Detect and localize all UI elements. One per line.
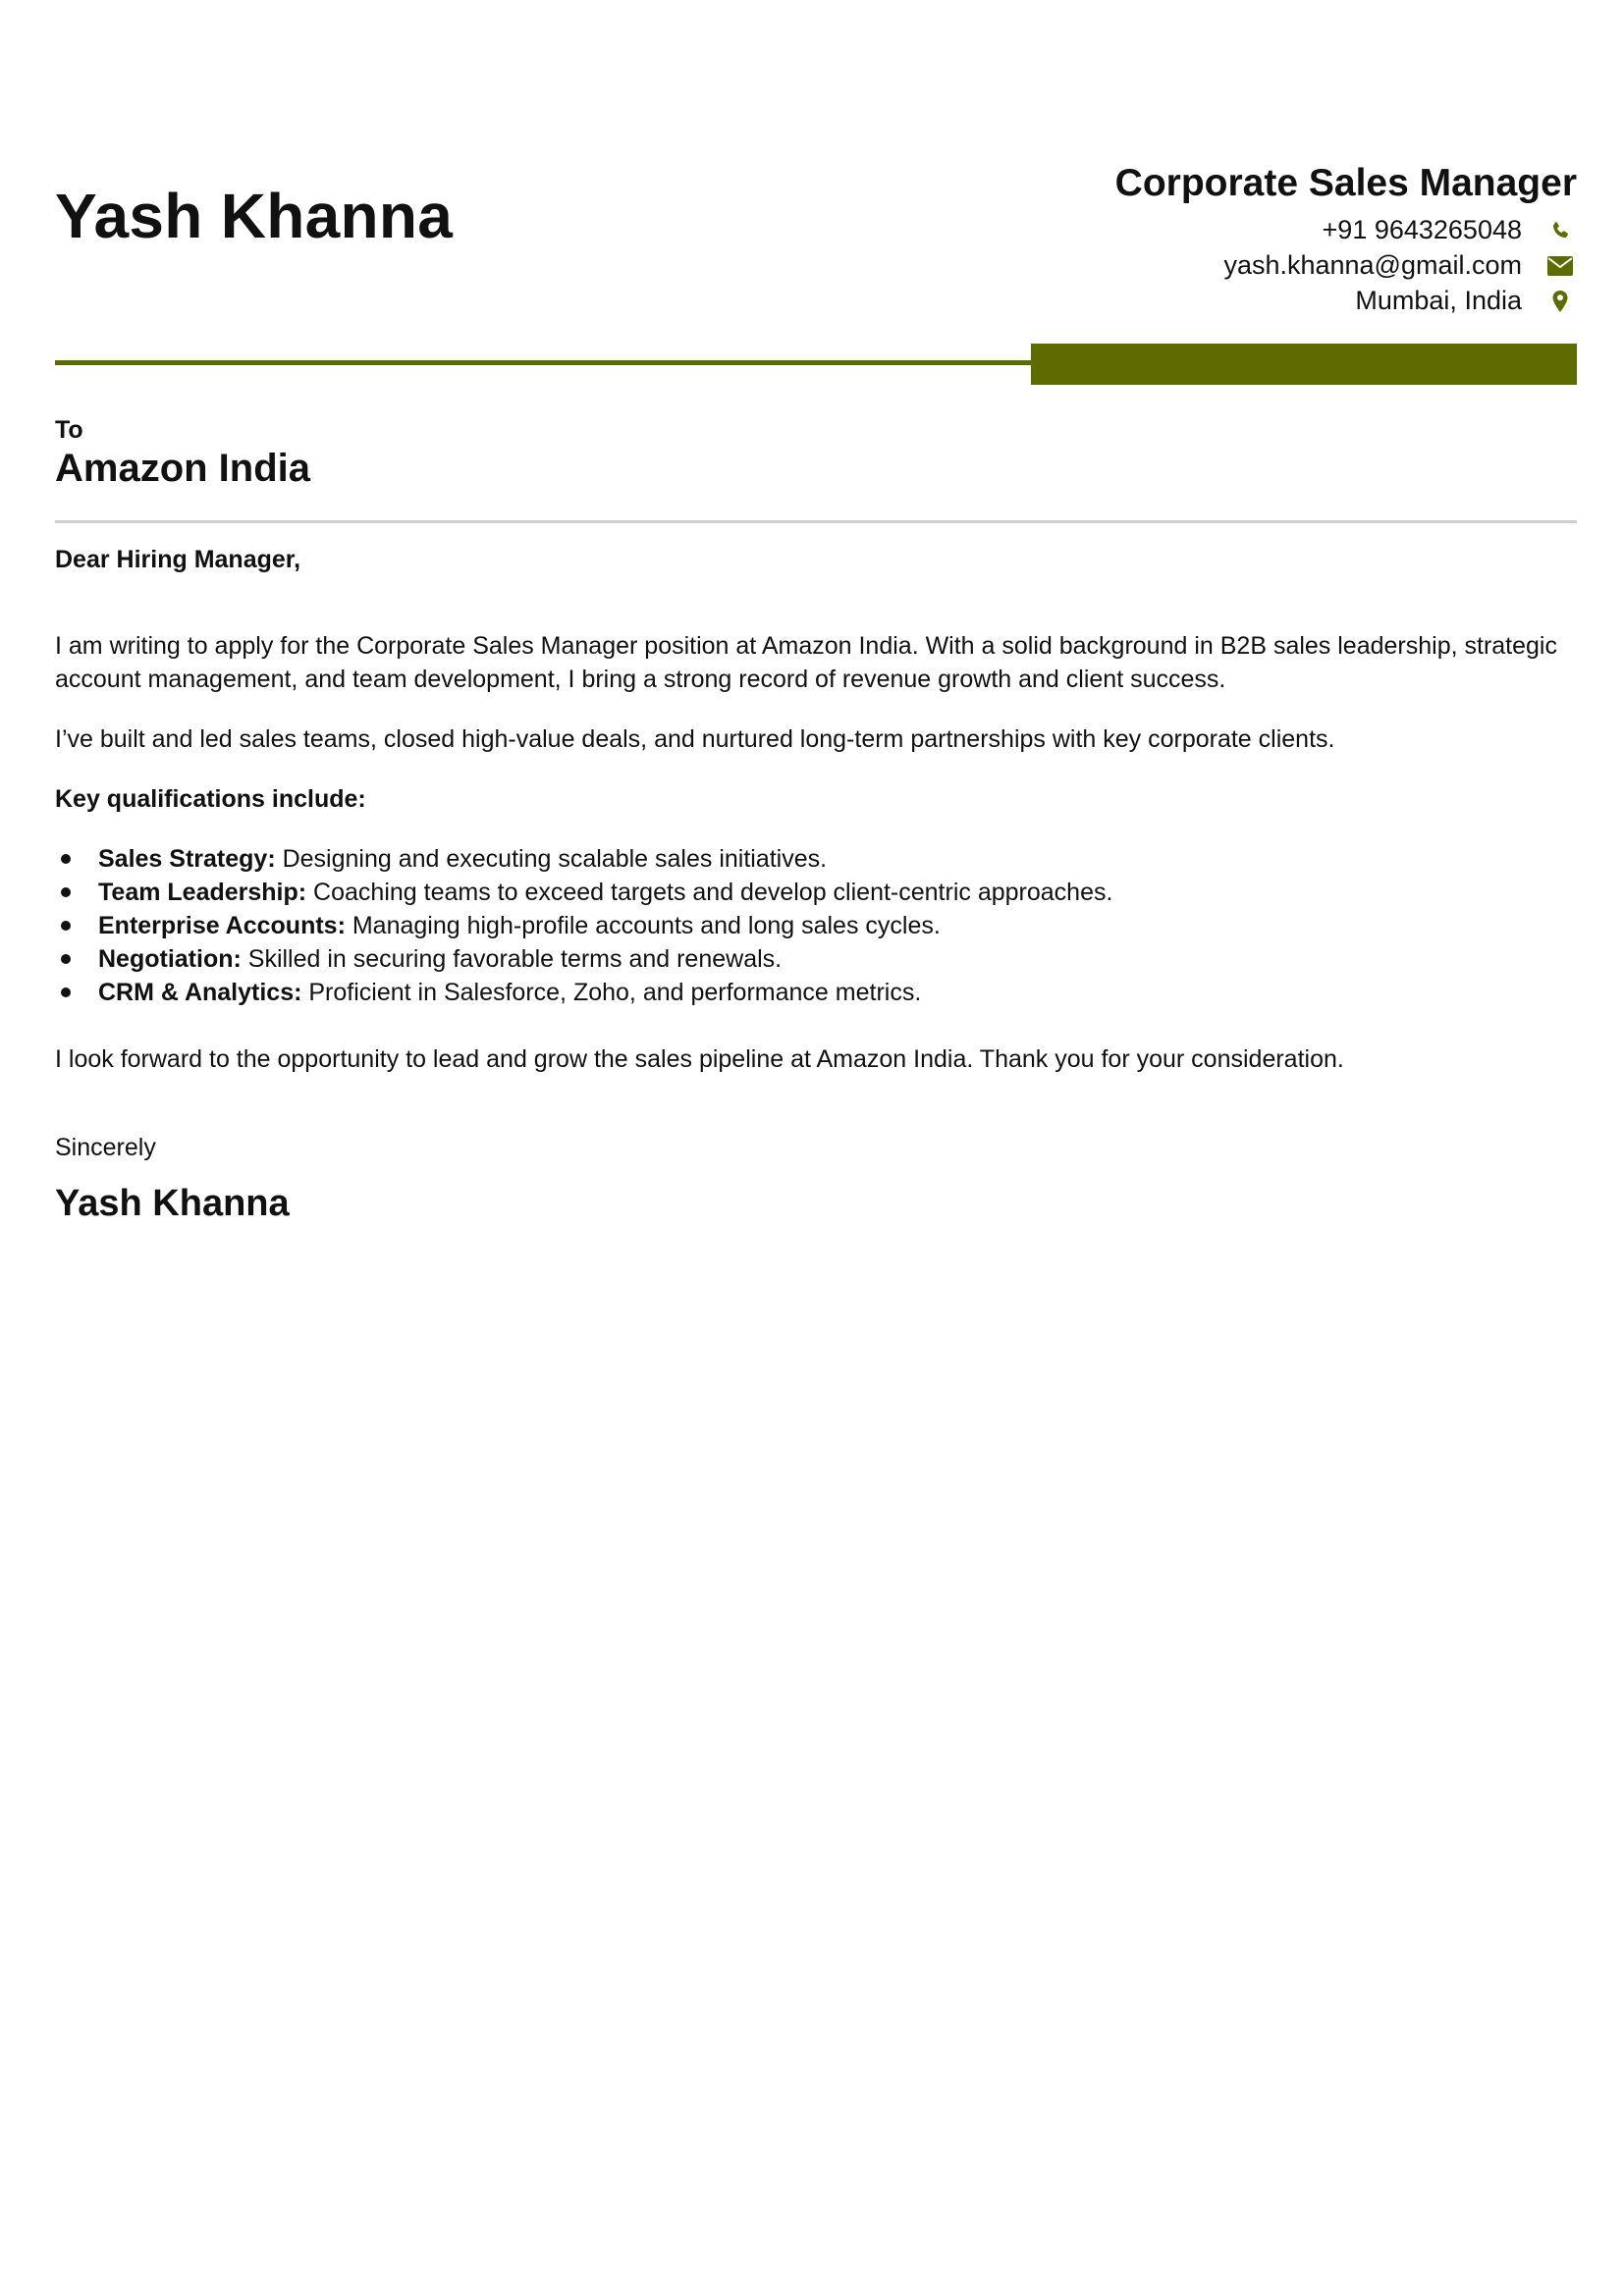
location: Mumbai, India [1355,286,1522,316]
bullet-icon [61,954,71,964]
bullet-icon [61,887,71,897]
header-divider-block [1031,344,1577,385]
list-item [55,842,1577,876]
letter-body [55,543,1577,1227]
list-item [55,976,1577,1009]
paragraph-experience: I’ve built and led sales teams, closed high-value deals, and nurtured long-term partnerships with key corporate clients. [55,725,1335,753]
qualification-label: Team Leadership: [98,879,307,906]
qualification-text: Managing high-profile accounts and long sales cycles. [345,912,941,939]
qualification-label: Negotiation: [98,945,242,973]
recipient-company: Amazon India [55,447,311,490]
qualification-label: Sales Strategy: [98,845,276,873]
contact-email [1115,248,1577,284]
list-item [55,942,1577,976]
paragraph-intro: I am writing to apply for the Corporate Sales Manager position at Amazon India. With a solid background in B2B sales leadership, strategic account management, and team development, I bring a strong record of revenue growth and client success. [55,632,1557,693]
applicant-name: Yash Khanna [55,181,454,251]
recipient-divider [55,520,1577,523]
qualification-text: Skilled in securing favorable terms and renewals. [241,945,783,973]
contact-location [1115,284,1577,319]
qualification-text: Designing and executing scalable sales initiatives. [275,845,828,873]
bullet-icon [61,988,71,997]
sign-off: Sincerely [55,1134,156,1161]
header-contact-block [1115,163,1577,319]
map-pin-icon [1543,287,1577,316]
list-item [55,876,1577,909]
qualification-label: Enterprise Accounts: [98,912,346,939]
header-divider-line [55,360,1031,365]
qualification-text: Proficient in Salesforce, Zoho, and performance metrics. [301,979,922,1006]
email-address: yash.khanna@gmail.com [1223,250,1522,281]
paragraph-closing: I look forward to the opportunity to lead and grow the sales pipeline at Amazon India. Thank you for your consideration. [55,1045,1344,1073]
phone-icon [1543,216,1577,245]
qualification-text: Coaching teams to exceed targets and develop client-centric approaches. [306,879,1113,906]
signature-name: Yash Khanna [55,1183,290,1224]
job-title: Corporate Sales Manager [1114,162,1577,204]
qualifications-list [55,842,1577,1009]
to-label: To [55,416,83,444]
qualification-label: CRM & Analytics: [98,979,302,1006]
contact-phone [1115,213,1577,248]
qualifications-heading: Key qualifications include: [55,785,366,813]
bullet-icon [61,921,71,931]
envelope-icon [1543,251,1577,281]
list-item [55,909,1577,942]
greeting: Dear Hiring Manager, [55,546,301,573]
phone-number: +91 9643265048 [1322,215,1522,245]
bullet-icon [61,854,71,864]
